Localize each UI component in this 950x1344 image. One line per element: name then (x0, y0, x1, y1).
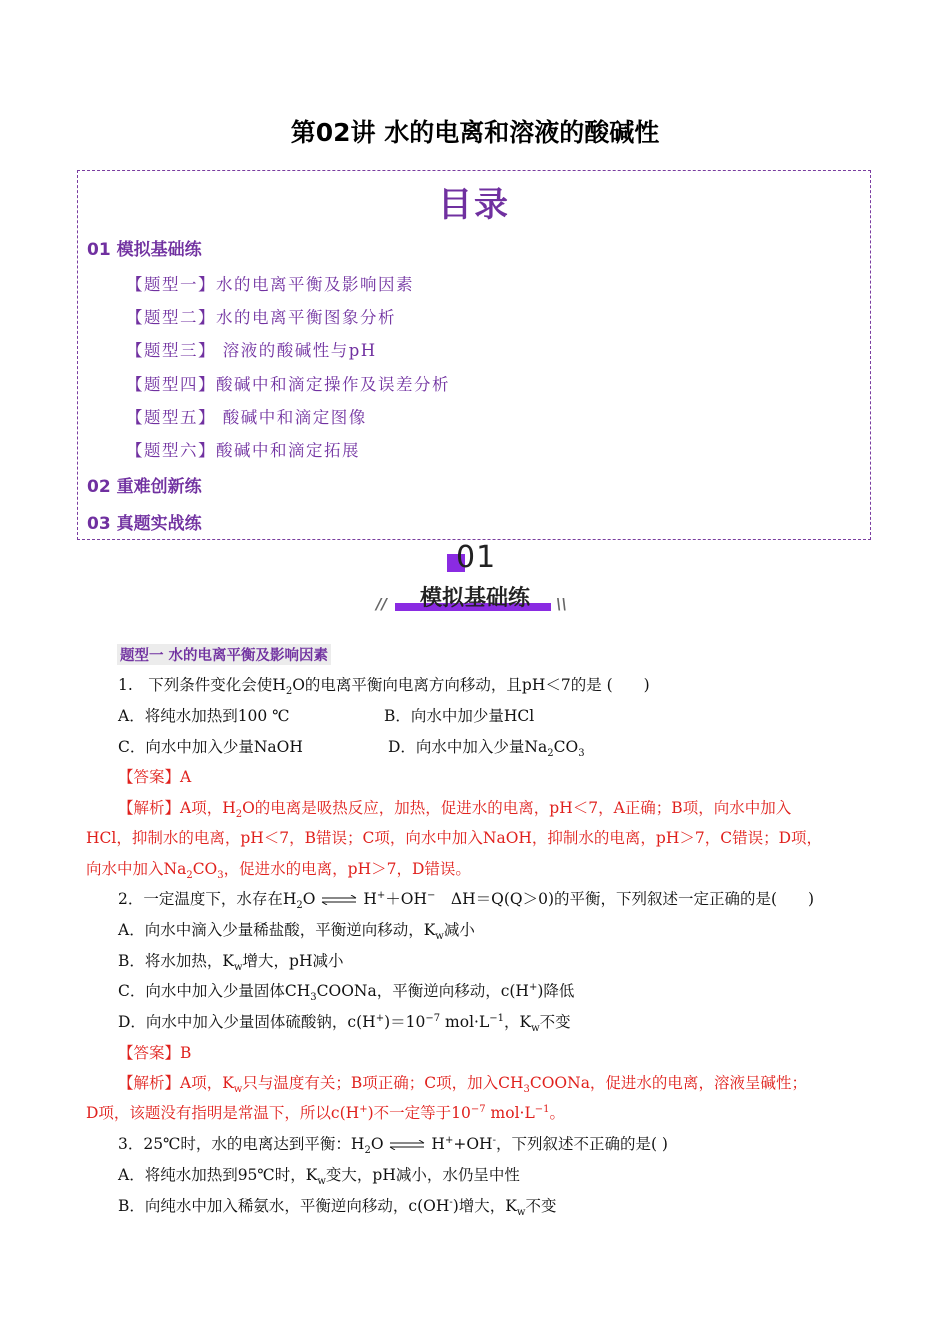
q3-stem: 3．25℃时，水的电离达到平衡：$H_2O$ H++OH-，下列叙述不正确的是( ) (118, 1134, 668, 1157)
toc-section-basic[interactable]: 01 模拟基础练 (87, 240, 202, 260)
toc-item-type-6[interactable]: 【题型六】酸碱中和滴定拓展 (126, 441, 360, 460)
q2-answer: 【答案】B (118, 1044, 192, 1062)
toc-section-real[interactable]: 03 真题实战练 (87, 514, 202, 534)
q1-explanation-line-3: 向水中加入$Na_2CO_3$，促进水的电离，pH＞7，D错误。 (86, 860, 471, 882)
q2-option-a: A．向水中滴入少量稀盐酸，平衡逆向移动，$K_w$减小 (118, 921, 475, 943)
toc-item-type-3[interactable]: 【题型三】 溶液的酸碱性与pH (126, 341, 377, 360)
q3-option-a: A．将纯水加热到95℃时，$K_w$变大，pH减小，水仍呈中性 (118, 1166, 520, 1188)
toc-box (77, 170, 871, 540)
q1-explanation-line-2: HCl，抑制水的电离，pH＜7，B错误；C项，向水中加入NaOH，抑制水的电离，pH＞7，C错误；D项， (86, 829, 823, 847)
equilibrium-arrow-icon (388, 1140, 426, 1150)
q2-stem: 2．一定温度下，水存在$H_2O$ H+＋OH− ΔH＝Q(Q＞0)的平衡，下列叙述一定正确的是( ) (118, 889, 815, 912)
toc-heading: 目录 (438, 185, 510, 225)
q1-stem: 1. 下列条件变化会使$H_2O$的电离平衡向电离方向移动，且pH＜7的是 ( ) (118, 676, 650, 698)
page-title: 第02讲 水的电离和溶液的酸碱性 (290, 118, 660, 147)
toc-item-type-4[interactable]: 【题型四】酸碱中和滴定操作及误差分析 (126, 375, 450, 394)
toc-item-type-2[interactable]: 【题型二】水的电离平衡图象分析 (126, 308, 396, 327)
q3-option-b: B．向纯水中加入稀氨水，平衡逆向移动，c(OH-)增大，$K_w$不变 (118, 1196, 557, 1219)
section-badge (0, 540, 950, 620)
q2-option-d: D．向水中加入少量固体硫酸钠，$c(H^+)=10^{-7}$ $mol\cdot L^{-1}$，$K_w$不变 (118, 1012, 571, 1035)
badge-left-mark: // (376, 595, 387, 613)
toc-section-hard[interactable]: 02 重难创新练 (87, 477, 202, 497)
badge-right-mark: \\ (556, 595, 567, 613)
q2-explanation-line-2: D项，该题没有指明是常温下，所以c(H+)不一定等于$10^{-7}$ $mol\cdot L^{-1}$。 (86, 1103, 566, 1122)
q1-answer: 【答案】A (118, 768, 192, 786)
q1-option-d: D．向水中加入少量$Na_2CO_3$ (388, 738, 585, 760)
equilibrium-arrow-icon (320, 895, 358, 905)
q1-option-c: C．向水中加入少量NaOH (118, 738, 303, 756)
toc-item-type-1[interactable]: 【题型一】水的电离平衡及影响因素 (126, 275, 414, 294)
q2-option-c: C．向水中加入少量固体$CH_3COONa$，平衡逆向移动，c(H+)降低 (118, 981, 575, 1004)
toc-item-type-5[interactable]: 【题型五】 酸碱中和滴定图像 (126, 408, 367, 427)
q1-option-a: A．将纯水加热到100 ℃ (118, 707, 290, 725)
q1-option-b: B．向水中加少量HCl (384, 707, 535, 725)
q2-explanation-line-1: 【解析】A项，$K_w$只与温度有关；B项正确；C项，加入$CH_3COONa$，促进水的电离，溶液呈碱性； (118, 1074, 807, 1096)
badge-number: 01 (456, 540, 497, 575)
q1-explanation-line-1: 【解析】A项，$H_2O$的电离是吸热反应，加热，促进水的电离，pH＜7，A正确；B项，向水中加入 (118, 799, 792, 821)
badge-label: 模拟基础练 (419, 586, 530, 611)
type-heading: 题型一 水的电离平衡及影响因素 (117, 644, 331, 665)
q2-option-b: B．将水加热，$K_w$增大，pH减小 (118, 952, 344, 974)
